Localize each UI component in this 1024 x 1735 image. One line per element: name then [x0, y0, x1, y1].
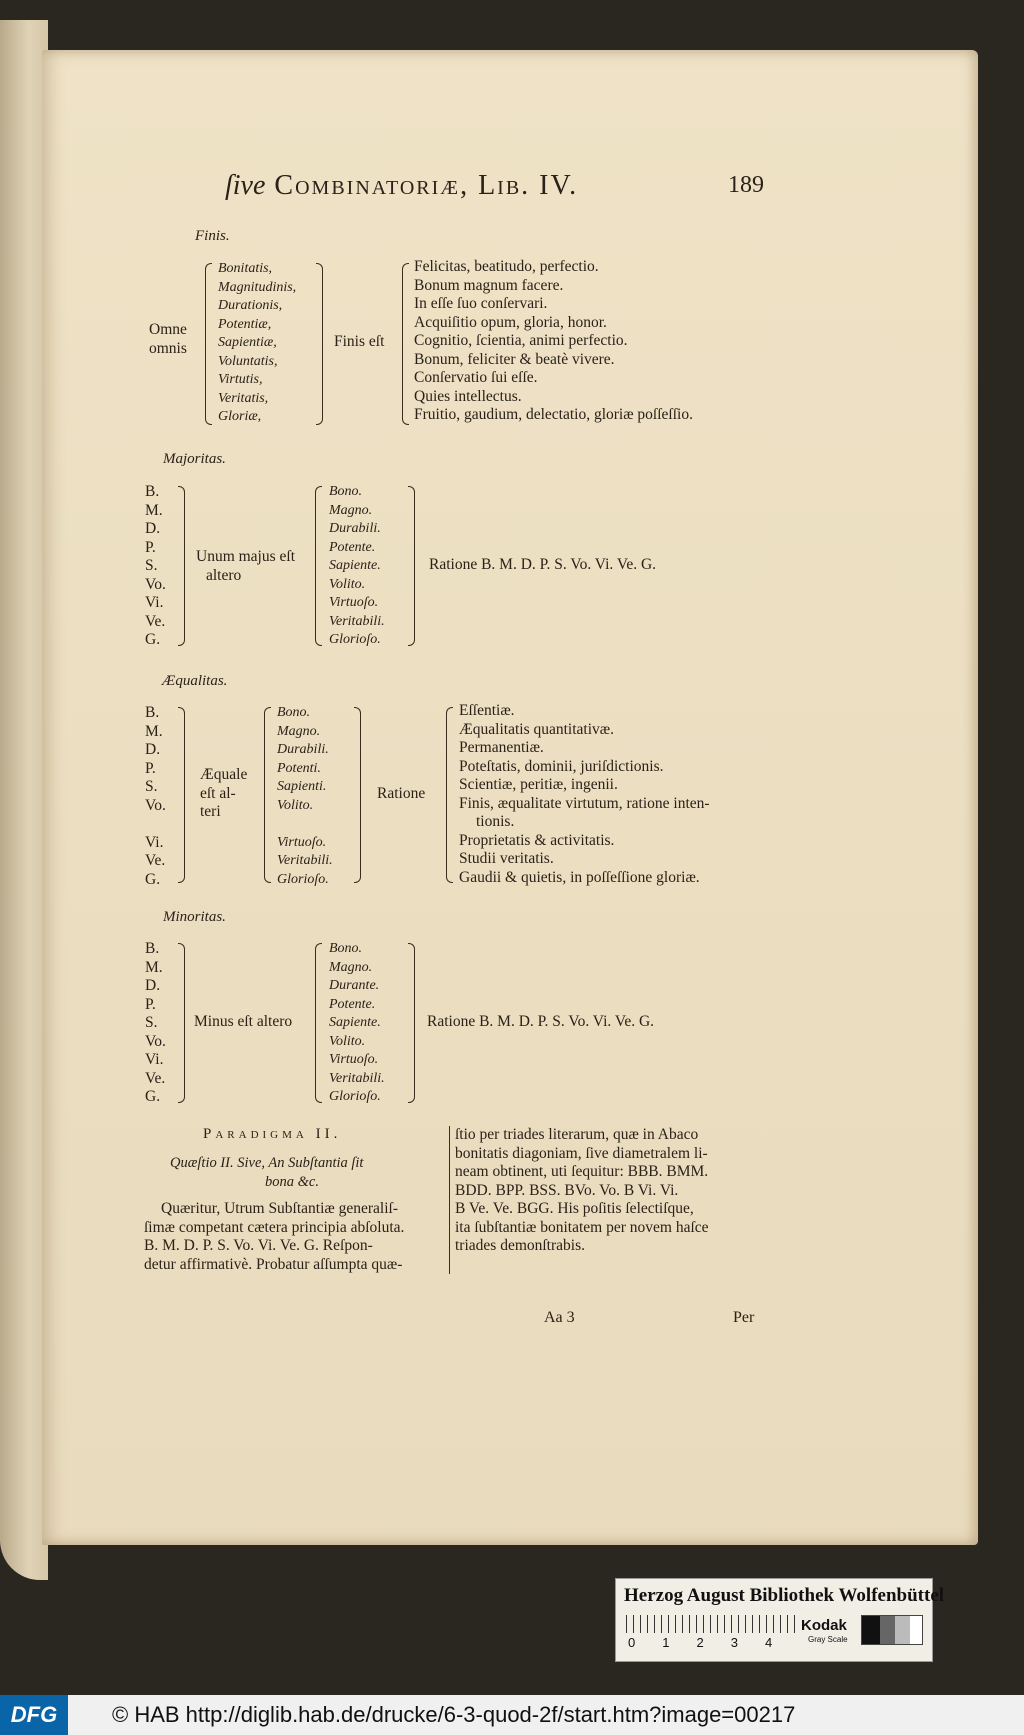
result-line: Eſſentiæ.	[459, 702, 515, 719]
aequalitas-heading: Æqualitas.	[162, 673, 228, 689]
finis-subject-line: omnis	[149, 339, 187, 357]
letter: B.	[145, 940, 160, 957]
genitive-item: Virtutis,	[218, 372, 263, 387]
brace	[354, 707, 361, 883]
ablative-item: Volito.	[277, 797, 314, 813]
letter: Vo.	[145, 796, 166, 814]
copyright-link[interactable]: © HAB http://diglib.hab.de/drucke/6-3-quod-2f/start.htm?image=00217	[112, 1702, 796, 1727]
brace	[178, 943, 185, 1103]
question-line: bona &c.	[265, 1173, 319, 1190]
paradigma-title: Paradigma II.	[203, 1126, 342, 1142]
ablative-item: Volito.	[329, 576, 366, 592]
letter: B.	[145, 704, 160, 721]
scale-number: 3	[730, 1635, 765, 1650]
letter: Vo.	[145, 1032, 166, 1050]
column-rule	[449, 1126, 450, 1274]
catchword: Per	[733, 1309, 755, 1326]
letter: S.	[145, 1014, 158, 1031]
minoritas-heading: Minoritas.	[163, 909, 226, 925]
letter: B.	[145, 483, 160, 500]
letter: Ve.	[145, 1069, 166, 1087]
text-line: detur affirmativè. Probatur aſſumpta quæ-	[144, 1255, 403, 1273]
letter: G.	[145, 631, 161, 648]
letter: G.	[145, 1088, 161, 1105]
middle-line: Unum majus eſt	[196, 548, 296, 565]
ablative-item: Potenti.	[277, 760, 321, 776]
page-number: 189	[728, 172, 764, 198]
minoritas-result: Ratione B. M. D. P. S. Vo. Vi. Ve. G.	[427, 1013, 655, 1030]
ablative-item: Durante.	[329, 978, 380, 993]
result-line: Conſervatio ſui eſſe.	[414, 369, 538, 386]
finis-results	[414, 258, 693, 425]
text-line: ita ſubſtantiæ bonitatem per novem haſce	[455, 1218, 709, 1236]
ablative-item: Potente.	[329, 539, 376, 555]
scale-number: 2	[696, 1635, 731, 1650]
majoritas-middle	[196, 548, 295, 585]
facing-page-edge	[0, 20, 48, 1580]
finis-genitives	[218, 260, 296, 427]
genitive-item: Veritatis,	[218, 390, 269, 406]
letter: S.	[145, 778, 158, 795]
letter: Vi.	[145, 1051, 164, 1068]
ablative-item: Durabili.	[277, 742, 329, 757]
result-line: Felicitas, beatitudo, perfectio.	[414, 258, 599, 275]
middle-line: eſt al-	[200, 784, 236, 802]
letter: M.	[145, 722, 163, 740]
brace	[408, 943, 415, 1103]
ablative-item: Glorioſo.	[329, 632, 381, 647]
majoritas-ablatives	[329, 483, 385, 650]
running-head-title: Combinatoriæ, Lib. IV.	[274, 170, 579, 201]
letter: P.	[145, 995, 156, 1013]
brace	[315, 943, 322, 1103]
result-line: Permanentiæ.	[459, 739, 544, 756]
ablative-item: Bono.	[329, 484, 363, 499]
minoritas-middle: Minus eſt altero	[194, 1013, 293, 1030]
text-line: B. M. D. P. S. Vo. Vi. Ve. G. Reſpon-	[144, 1237, 373, 1254]
ablative-item: Bono.	[329, 941, 363, 956]
result-line: Æqualitatis quantitativæ.	[459, 720, 614, 738]
aequalitas-middle	[200, 766, 247, 822]
finis-heading: Finis.	[195, 228, 230, 244]
genitive-item: Gloriæ,	[218, 409, 262, 424]
text-line: bonitatis diagoniam, ſive diametralem li-	[455, 1144, 708, 1162]
aequalitas-results	[459, 702, 710, 887]
text-line: B Ve. Ve. BGG. His poſitis ſelectiſque,	[455, 1200, 694, 1217]
letter: Vi.	[145, 833, 164, 851]
text-line: Quæritur, Utrum Subſtantiæ generaliſ-	[161, 1200, 399, 1217]
ablative-item: Magno.	[329, 959, 373, 975]
scale-number: 1	[662, 1635, 697, 1650]
genitive-item: Bonitatis,	[218, 261, 273, 276]
text-line: neam obtinent, uti ſequitur: BBB. BMM.	[455, 1163, 709, 1180]
finis-subject-line: Omne	[149, 321, 187, 338]
text-line: BDD. BPP. BSS. BVo. Vo. B Vi. Vi.	[455, 1181, 679, 1199]
library-label	[615, 1578, 945, 1662]
ablative-item: Virtuoſo.	[277, 834, 327, 850]
ablative-item: Durabili.	[329, 521, 381, 536]
letter: S.	[145, 557, 158, 574]
result-line: Bonum, feliciter & beatè vivere.	[414, 350, 615, 368]
letter: Ve.	[145, 612, 166, 630]
result-line: Cognitio, ſcientia, animi perfectio.	[414, 332, 628, 349]
question-line: Sive, An Subſtantia ſit	[237, 1155, 364, 1171]
minoritas-ablatives	[329, 940, 385, 1107]
result-line: Fruitio, gaudium, delectatio, gloriæ poſſeſſio.	[414, 406, 693, 423]
brace	[316, 263, 323, 425]
paradigma-question	[170, 1154, 363, 1191]
middle-line: Æquale	[200, 766, 248, 783]
ablative-item: Potente.	[329, 996, 376, 1012]
brace	[205, 263, 212, 425]
ablative-item: Veritabili.	[277, 853, 333, 868]
aequalitas-letters	[145, 704, 166, 889]
letter: Vo.	[145, 575, 166, 593]
ablative-item: Veritabili.	[329, 613, 385, 629]
ablative-item: Virtuoſo.	[329, 595, 379, 610]
ablative-item: Glorioſo.	[329, 1089, 381, 1104]
genitive-item: Voluntatis,	[218, 353, 278, 369]
letter: D.	[145, 977, 161, 994]
middle-line: altero	[206, 566, 242, 584]
result-line: In eſſe ſuo conſervari.	[414, 295, 548, 312]
scale-ruler	[626, 1615, 796, 1633]
ablative-item: Volito.	[329, 1033, 366, 1049]
genitive-item: Magnitudinis,	[218, 279, 297, 295]
middle-line: teri	[200, 803, 221, 820]
ablative-item: Magno.	[329, 502, 373, 518]
aequalitas-ratione: Ratione	[377, 785, 426, 802]
kodak-brand: Kodak	[801, 1617, 847, 1634]
result-line: Bonum magnum facere.	[414, 276, 564, 294]
letter: P.	[145, 538, 156, 556]
text-line: ſimæ competant cætera principia abſoluta.	[144, 1218, 405, 1236]
scale-number: 0	[628, 1635, 663, 1650]
scale-numbers	[628, 1635, 799, 1650]
paradigma-right-text	[455, 1126, 709, 1256]
brace	[264, 707, 271, 883]
finis-middle: Finis eſt	[334, 333, 385, 350]
result-line: Gaudii & quietis, in poſſeſſione gloriæ.	[459, 868, 700, 886]
letter: D.	[145, 741, 161, 758]
letter: G.	[145, 870, 161, 888]
gray-scale-label: Gray Scale	[808, 1635, 848, 1644]
aequalitas-ablatives	[277, 704, 333, 889]
ablative-item: Magno.	[277, 723, 321, 739]
result-line: Studii veritatis.	[459, 850, 554, 867]
genitive-item: Potentiæ,	[218, 316, 272, 332]
majoritas-result: Ratione B. M. D. P. S. Vo. Vi. Ve. G.	[429, 556, 657, 573]
letter: Vi.	[145, 594, 164, 611]
signature-mark: Aa 3	[544, 1309, 575, 1326]
ablative-item: Virtuoſo.	[329, 1052, 379, 1067]
finis-subject	[149, 321, 187, 358]
minoritas-letters	[145, 940, 166, 1107]
letter: P.	[145, 759, 156, 777]
brace	[408, 486, 415, 646]
letter: Ve.	[145, 852, 166, 869]
brace	[178, 486, 185, 646]
letter: M.	[145, 501, 163, 519]
dfg-logo: DFG	[0, 1695, 68, 1735]
letter: D.	[145, 520, 161, 537]
result-line: Quies intellectus.	[414, 387, 522, 405]
result-line: Acquiſitio opum, gloria, honor.	[414, 313, 607, 331]
ablative-item: Sapiente.	[329, 1015, 381, 1030]
scale-number: 4	[764, 1635, 800, 1650]
majoritas-heading: Majoritas.	[163, 451, 226, 467]
ablative-item: Bono.	[277, 705, 311, 720]
paradigma-left-text	[144, 1200, 404, 1274]
brace	[446, 707, 453, 883]
genitive-item: Durationis,	[218, 298, 283, 313]
result-line: Scientiæ, peritiæ, ingenii.	[459, 776, 618, 793]
genitive-item: Sapientiæ,	[218, 335, 277, 350]
result-line: Finis, æqualitate virtutum, ratione inten-	[459, 794, 710, 812]
library-name: Herzog August Bibliothek Wolfenbüttel	[624, 1585, 945, 1606]
ablative-item: Sapiente.	[329, 558, 381, 573]
result-line: Proprietatis & activitatis.	[459, 831, 615, 849]
text-line: ſtio per triades literarum, quæ in Abaco	[455, 1126, 699, 1143]
result-line: tionis.	[476, 813, 515, 830]
letter: M.	[145, 958, 163, 976]
text-line: triades demonſtrabis.	[455, 1237, 585, 1254]
gray-scale-chips	[861, 1615, 923, 1645]
question-label: Quæſtio II.	[170, 1155, 234, 1171]
majoritas-letters	[145, 483, 166, 650]
running-head-prefix: ſive	[225, 170, 266, 201]
brace	[315, 486, 322, 646]
ablative-item: Veritabili.	[329, 1070, 385, 1086]
result-line: Poteſtatis, dominii, juriſdictionis.	[459, 757, 664, 775]
ablative-item: Sapienti.	[277, 779, 327, 794]
ablative-item: Glorioſo.	[277, 871, 329, 887]
brace	[402, 263, 409, 425]
running-head	[225, 170, 578, 202]
brace	[178, 707, 185, 883]
